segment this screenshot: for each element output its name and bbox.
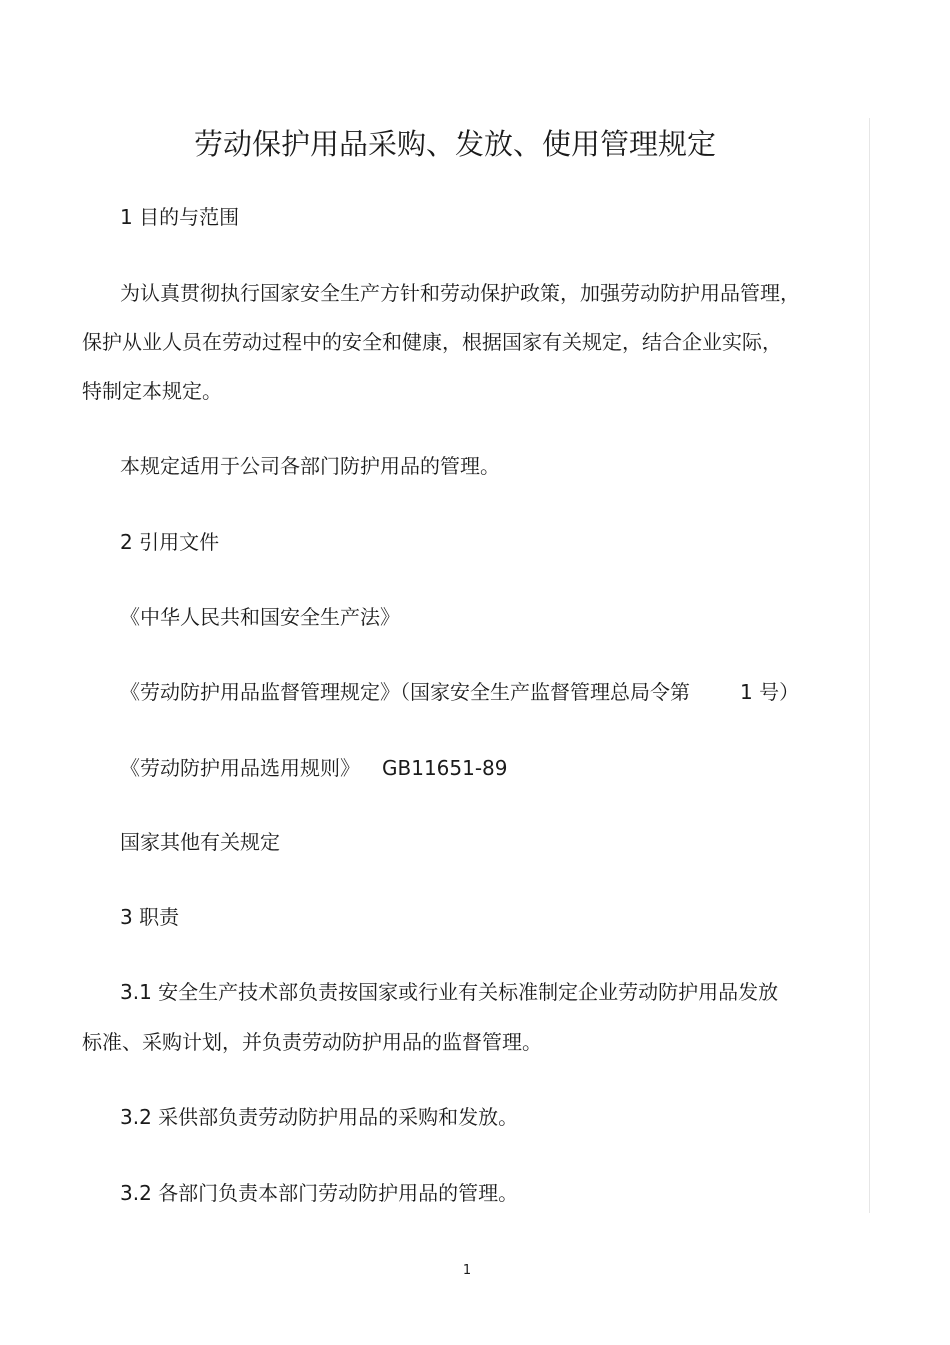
section-1-paragraph-1-line-1: 为认真贯彻执行国家安全生产方针和劳动保护政策，加强劳动防护用品管理， (120, 281, 800, 305)
reference-other-regulations: 国家其他有关规定 (120, 830, 280, 854)
reference-ppe-supervision-number: 1 号） (740, 680, 800, 704)
section-3-item-1-line-2: 标准、采购计划，并负责劳动防护用品的监督管理。 (82, 1030, 542, 1054)
section-1-paragraph-1-line-2: 保护从业人员在劳动过程中的安全和健康，根据国家有关规定，结合企业实际， (82, 330, 782, 354)
page-number: 1 (462, 1263, 472, 1278)
section-1-paragraph-2: 本规定适用于公司各部门防护用品的管理。 (120, 454, 500, 478)
section-3-item-3: 3.2 各部门负责本部门劳动防护用品的管理。 (120, 1181, 519, 1205)
reference-ppe-selection-title: 《劳动防护用品选用规则》 (120, 756, 360, 780)
section-1-heading: 1 目的与范围 (120, 205, 240, 229)
section-2-heading: 2 引用文件 (120, 530, 220, 554)
reference-ppe-selection-rules (120, 754, 508, 782)
section-3-item-1-line-1: 3.1 安全生产技术部负责按国家或行业有关标准制定企业劳动防护用品发放 (120, 980, 779, 1004)
reference-ppe-supervision-regulation (120, 678, 799, 706)
reference-ppe-selection-code: GB11651-89 (382, 756, 508, 780)
reference-safety-production-law: 《中华人民共和国安全生产法》 (120, 605, 400, 629)
section-1-paragraph-1-line-3: 特制定本规定。 (82, 379, 222, 403)
section-3-item-2: 3.2 采供部负责劳动防护用品的采购和发放。 (120, 1105, 519, 1129)
document-title: 劳动保护用品采购、发放、使用管理规定 (193, 127, 716, 161)
reference-ppe-supervision-title: 《劳动防护用品监督管理规定》（国家安全生产监督管理总局令第 (120, 680, 690, 704)
page-margin-rule (869, 118, 870, 1213)
section-3-heading: 3 职责 (120, 905, 180, 929)
